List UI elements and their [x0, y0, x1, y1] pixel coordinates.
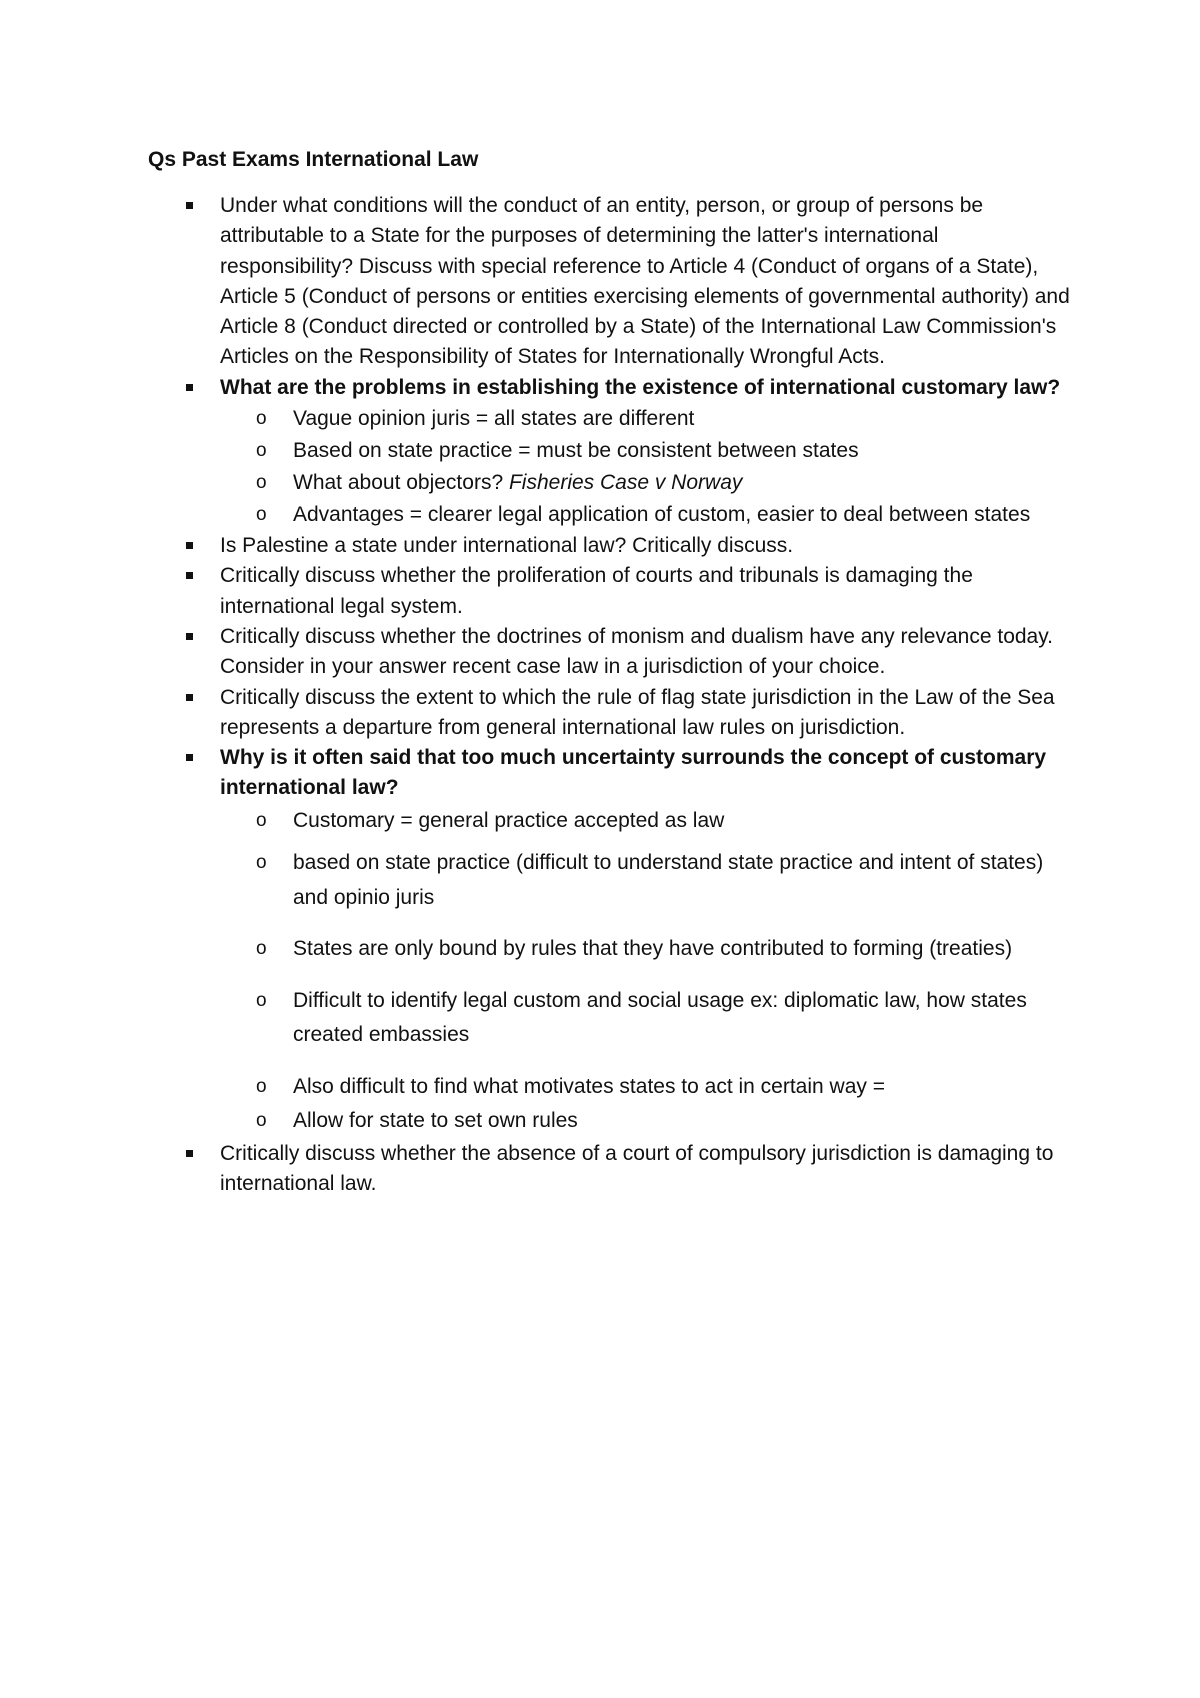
circle-bullet-icon: o	[256, 989, 267, 1011]
circle-bullet-icon: o	[256, 852, 267, 874]
square-bullet-icon	[186, 754, 193, 761]
question-text: What are the problems in establishing the existence of international customary law?	[220, 375, 1061, 399]
question-text: Critically discuss whether the proliferation of courts and tribunals is damaging the international legal system.	[220, 564, 973, 618]
question-item	[0, 191, 1070, 373]
question-text: Critically discuss the extent to which the rule of flag state jurisdiction in the Law of the Sea represents a departure from general international law rules on jurisdiction.	[220, 685, 1055, 739]
note-text: based on state practice (difficult to understand state practice and intent of states) and opinio juris	[293, 851, 1044, 909]
square-bullet-icon	[186, 202, 193, 209]
circle-bullet-icon: o	[256, 1110, 267, 1132]
note-item	[220, 1104, 1070, 1139]
square-bullet-icon	[186, 633, 193, 640]
circle-bullet-icon: o	[256, 938, 267, 960]
note-prefix: What about objectors?	[293, 471, 504, 495]
note-item	[220, 1070, 1070, 1105]
question-item	[0, 743, 1070, 1139]
question-text: Is Palestine a state under international law? Critically discuss.	[220, 534, 794, 558]
note-item	[220, 932, 1070, 967]
note-item	[220, 403, 1070, 435]
question-item	[0, 683, 1070, 744]
note-text: Difficult to identify legal custom and social usage ex: diplomatic law, how states created embassies	[293, 988, 1027, 1047]
square-bullet-icon	[186, 542, 193, 549]
circle-bullet-icon: o	[256, 408, 267, 430]
question-text: Critically discuss whether the doctrines of monism and dualism have any relevance today. Consider in your answer recent case law in a jurisdiction of your choice.	[220, 624, 1054, 679]
circle-bullet-icon: o	[256, 472, 267, 494]
square-bullet-icon	[186, 694, 193, 701]
question-item	[0, 561, 1070, 622]
note-item	[220, 984, 1070, 1053]
note-item	[220, 804, 1070, 839]
question-item	[0, 1139, 1070, 1200]
square-bullet-icon	[186, 1150, 193, 1157]
note-text: Also difficult to find what motivates states to act in certain way =	[293, 1074, 885, 1098]
question-item	[0, 531, 1070, 561]
question-list	[0, 191, 1200, 1199]
question-item	[0, 622, 1070, 683]
note-list	[220, 804, 1070, 1139]
note-text: Allow for state to set own rules	[293, 1109, 578, 1133]
circle-bullet-icon: o	[256, 1075, 267, 1097]
question-item	[0, 373, 1070, 531]
note-item	[220, 846, 1070, 915]
note-item	[220, 499, 1070, 531]
note-text	[293, 471, 742, 494]
question-text: Why is it often said that too much uncertainty surrounds the concept of customary international law?	[220, 746, 1047, 800]
note-item	[220, 435, 1070, 467]
note-list	[220, 403, 1070, 531]
note-item	[220, 467, 1070, 499]
circle-bullet-icon: o	[256, 809, 267, 831]
circle-bullet-icon: o	[256, 440, 267, 462]
note-text: Advantages = clearer legal application of custom, easier to deal between states	[293, 503, 1031, 527]
case-name: Fisheries Case v Norway	[508, 471, 743, 495]
question-text: Critically discuss whether the absence of a court of compulsory jurisdiction is damaging to international law.	[220, 1141, 1054, 1196]
question-text: Under what conditions will the conduct of an entity, person, or group of persons be attributable to a State for the purposes of determining the latter's international responsibility? Discuss with special reference to Article 4 (Conduct of organs of a State), Article 5 (Conduct of persons or entities exercising elements of governmental authority) and Article 8 (Conduct directed or controlled by a State) of the International Law Commission's Articles on the Responsibility of States for Internationally Wrongful Acts.	[220, 194, 1070, 369]
note-text: Vague opinion juris = all states are different	[293, 407, 695, 431]
circle-bullet-icon: o	[256, 504, 267, 526]
square-bullet-icon	[186, 384, 193, 391]
square-bullet-icon	[186, 572, 193, 579]
note-text: States are only bound by rules that they have contributed to forming (treaties)	[293, 937, 1013, 961]
page-title: Qs Past Exams International Law	[148, 148, 479, 171]
note-text: Customary = general practice accepted as law	[293, 808, 725, 832]
note-text: Based on state practice = must be consistent between states	[293, 439, 859, 463]
